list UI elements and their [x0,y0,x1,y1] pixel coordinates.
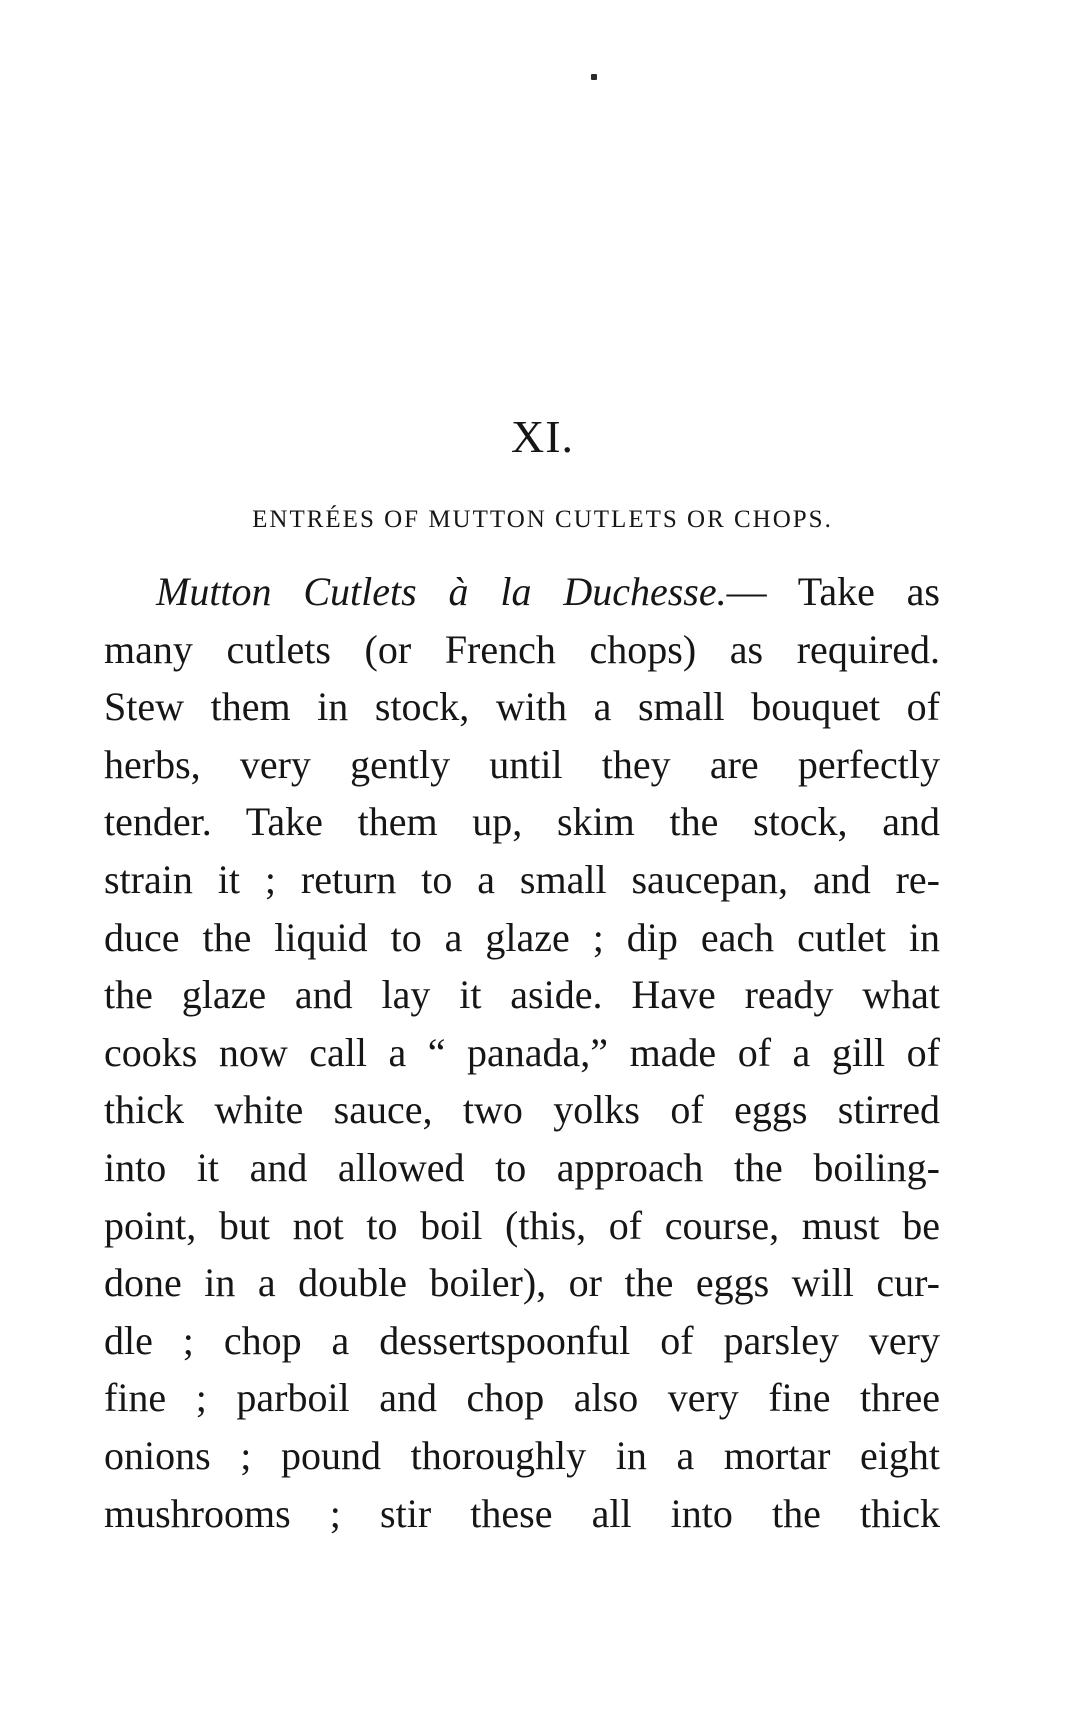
text-line: thick white sauce, two yolks of eggs stirred [104,1087,940,1133]
text-line: cooks now call a “ panada,” made of a gill of [104,1029,940,1075]
text-line: into it and allowed to approach the boiling- [104,1144,940,1190]
first-line-rest: Take as [797,569,940,614]
page-mark [591,74,597,80]
heading-dash: — [726,569,767,614]
text-line: tender. Take them up, skim the stock, and [104,799,940,845]
text-line: mushrooms ; stir these all into the thick [104,1490,940,1536]
text-line: Stew them in stock, with a small bouquet of [104,684,940,730]
text-line: strain it ; return to a small saucepan, and re- [104,856,940,902]
text-line: onions ; pound thoroughly in a mortar eight [104,1432,940,1478]
recipe-first-line [104,563,940,621]
chapter-title: ENTRÉES OF MUTTON CUTLETS OR CHOPS. [252,506,833,533]
text-line: duce the liquid to a glaze ; dip each cutlet in [104,914,940,960]
text-line: herbs, very gently until they are perfectly [104,741,940,787]
text-line: done in a double boiler), or the eggs will cur- [104,1260,940,1306]
text-line: many cutlets (or French chops) as required. [104,626,940,672]
text-line: point, but not to boil (this, of course, must be [104,1202,940,1248]
recipe-heading: Mutton Cutlets à la Duchesse. [156,569,727,614]
text-line: fine ; parboil and chop also very fine three [104,1375,940,1421]
text-line: the glaze and lay it aside. Have ready what [104,972,940,1018]
text-line: dle ; chop a dessertspoonful of parsley very [104,1317,940,1363]
chapter-number: XI. [510,411,575,462]
recipe-paragraph [104,563,940,1542]
